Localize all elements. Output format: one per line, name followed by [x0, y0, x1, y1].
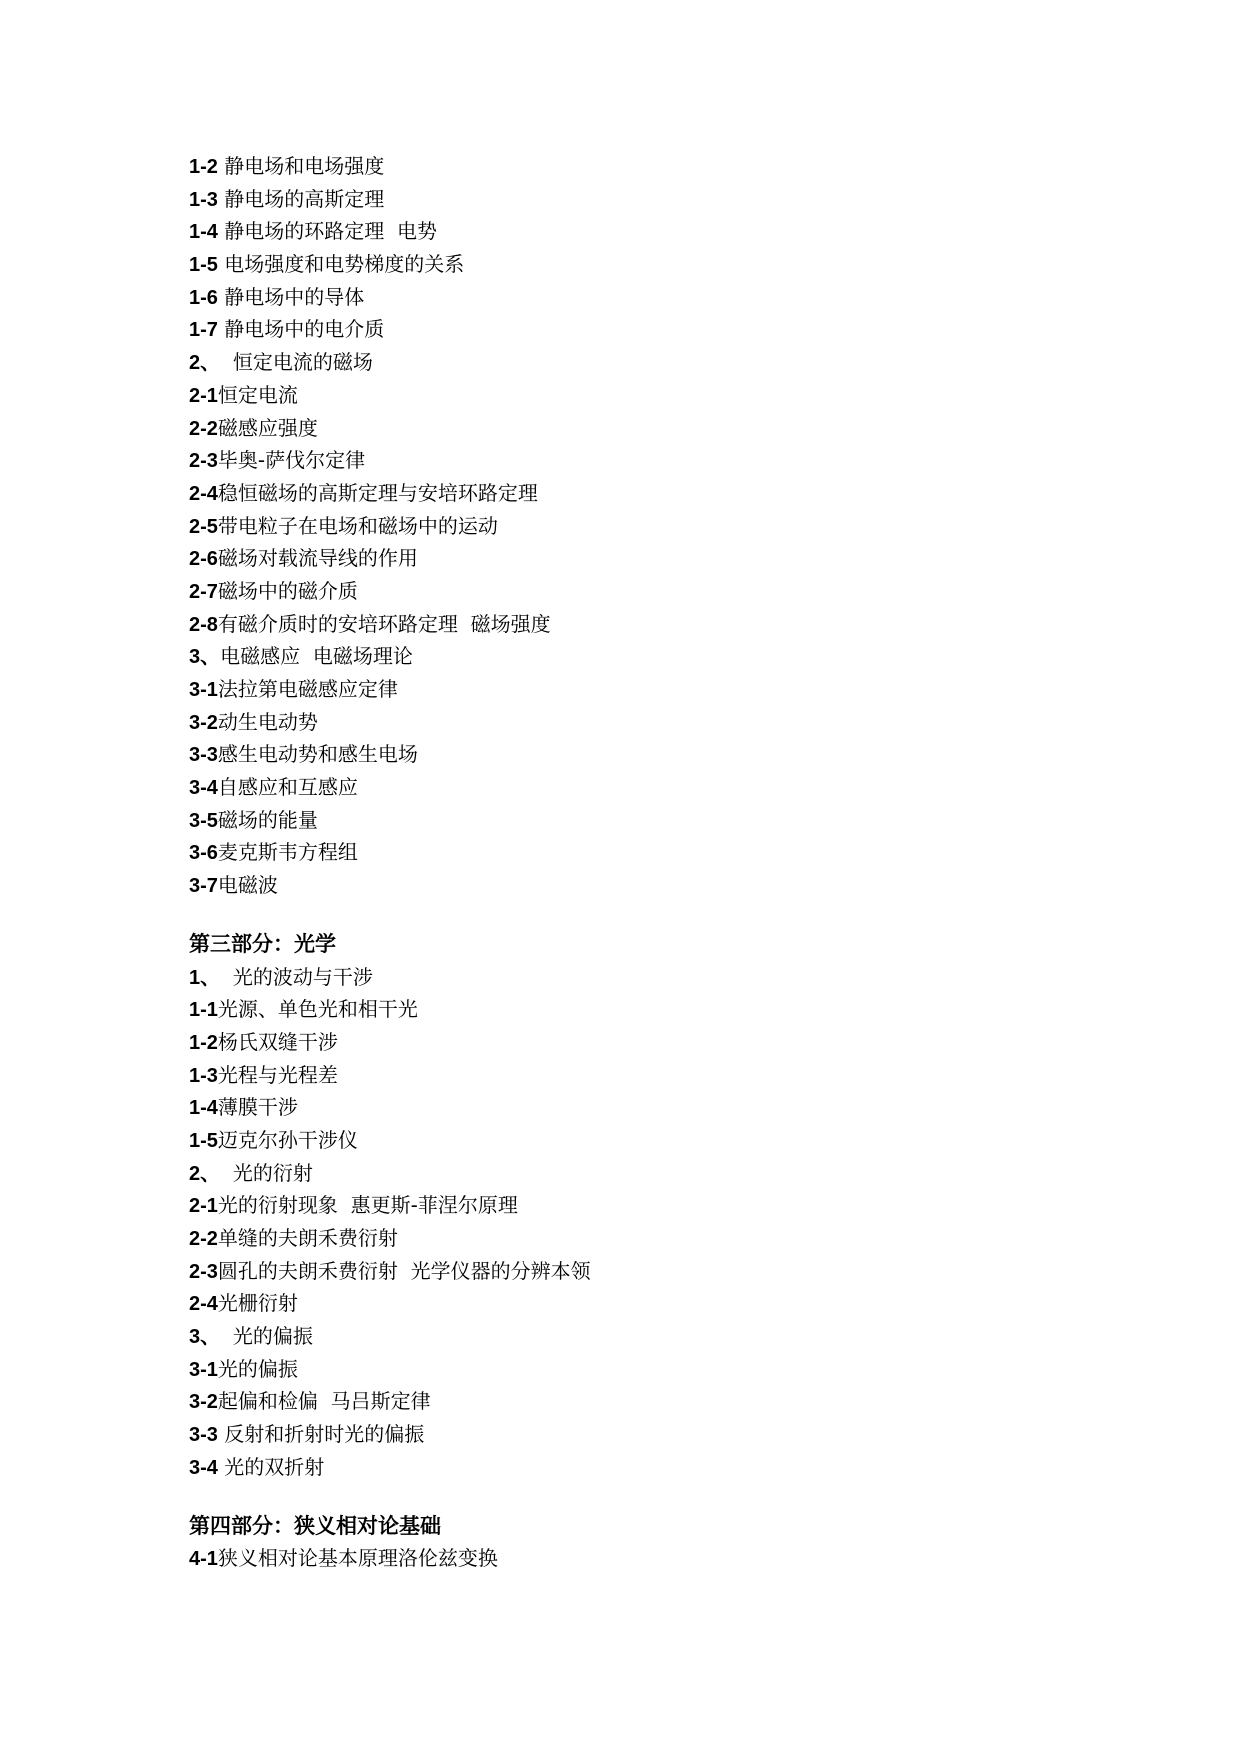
item-number: 2、: [189, 1162, 221, 1185]
item-number: 3-3: [189, 744, 218, 767]
list-item: [189, 1157, 1089, 1190]
item-title: 光的偏振: [217, 1356, 298, 1381]
list-item: [189, 706, 1089, 739]
item-number: 2-5: [189, 515, 218, 538]
item-number: 2-2: [189, 1228, 218, 1250]
item-title: 自感应和互感应: [217, 775, 358, 800]
item-title: 静电场的高斯定理: [217, 186, 385, 211]
list-item: [189, 477, 1089, 510]
item-number: 2-4: [189, 1293, 218, 1316]
item-number: 1-2: [189, 156, 218, 178]
list-item: [189, 738, 1089, 771]
item-number: 1-3: [189, 188, 218, 211]
list-item: [189, 640, 1089, 673]
item-number: 2-2: [189, 417, 218, 440]
item-number: 3-1: [189, 679, 218, 701]
item-number: 1、: [189, 966, 221, 989]
section-heading-optics: 第三部分：光学: [189, 931, 336, 956]
item-title: 恒定电流: [217, 382, 298, 407]
item-number: 2-7: [189, 580, 218, 603]
optics-section: [189, 928, 1089, 1484]
list-item: [189, 869, 1089, 902]
item-title: 薄膜干涉: [217, 1095, 298, 1120]
list-item: [189, 575, 1089, 608]
relativity-section: [189, 1510, 1089, 1575]
list-item: [189, 961, 1089, 994]
item-title: 电场强度和电势梯度的关系: [217, 252, 465, 277]
item-title: 磁感应强度: [217, 415, 318, 440]
item-number: 2、: [189, 352, 221, 375]
list-item: [189, 1385, 1089, 1418]
item-title: 静电场的环路定理 电势: [217, 219, 437, 244]
list-item: [189, 1542, 1089, 1575]
item-number: 2-6: [189, 548, 218, 571]
list-item: [189, 444, 1089, 477]
item-number: 2-4: [189, 482, 218, 505]
item-title: 磁场对载流导线的作用: [217, 546, 418, 571]
item-title: 迈克尔孙干涉仪: [217, 1127, 358, 1152]
electromagnetism-list: [189, 150, 1089, 902]
item-number: 1-5: [189, 254, 218, 277]
item-title: 静电场和电场强度: [217, 154, 385, 178]
item-number: 2-8: [189, 613, 218, 636]
item-number: 1-3: [189, 1064, 218, 1087]
item-title: 光的衍射: [220, 1160, 313, 1185]
list-item: [189, 836, 1089, 869]
list-item: [189, 313, 1089, 346]
list-item: [189, 608, 1089, 641]
item-number: 3-1: [189, 1358, 218, 1381]
item-number: 2-3: [189, 450, 218, 473]
list-item: [189, 804, 1089, 837]
item-title: 带电粒子在电场和磁场中的运动: [217, 513, 498, 538]
list-item: [189, 673, 1089, 706]
item-number: 4-1: [189, 1548, 218, 1571]
item-title: 圆孔的夫朗禾费衍射 光学仪器的分辨本领: [217, 1258, 591, 1283]
item-title: 单缝的夫朗禾费衍射: [217, 1226, 398, 1250]
list-item: [189, 215, 1089, 248]
item-number: 3-4: [189, 777, 218, 800]
item-title: 有磁介质时的安培环路定理 磁场强度: [217, 611, 551, 636]
list-item: [189, 1026, 1089, 1059]
item-title: 法拉第电磁感应定律: [217, 677, 398, 701]
section-heading-relativity: 第四部分：狭义相对论基础: [189, 1513, 441, 1538]
item-number: 2-1: [189, 1195, 218, 1218]
item-title: 动生电动势: [217, 709, 318, 734]
list-item: [189, 281, 1089, 314]
item-title: 电磁波: [217, 873, 278, 898]
item-title: 稳恒磁场的高斯定理与安培环路定理: [217, 480, 538, 505]
item-title: 光的偏振: [220, 1324, 313, 1349]
item-number: 1-7: [189, 319, 218, 342]
item-title: 恒定电流的磁场: [220, 350, 373, 375]
section-gap: [189, 1484, 1089, 1510]
item-number: 1-4: [189, 1097, 218, 1120]
list-item: [189, 346, 1089, 379]
item-number: 2-1: [189, 384, 218, 407]
document-content: [189, 150, 1089, 1575]
item-number: 3-2: [189, 1391, 218, 1414]
item-title: 杨氏双缝干涉: [217, 1029, 338, 1054]
item-title: 狭义相对论基本原理洛伦兹变换: [217, 1546, 498, 1571]
item-title: 光的波动与干涉: [220, 964, 373, 989]
item-title: 光栅衍射: [217, 1291, 298, 1316]
item-title: 磁场的能量: [217, 807, 318, 832]
item-number: 3-4: [189, 1456, 218, 1479]
list-item: [189, 1222, 1089, 1255]
item-title: 静电场中的导体: [217, 284, 365, 309]
list-item: [189, 1451, 1089, 1484]
item-number: 3-3: [189, 1424, 218, 1447]
list-item: [189, 1255, 1089, 1288]
item-title: 起偏和检偏 马吕斯定律: [217, 1389, 431, 1414]
item-title: 电磁感应 电磁场理论: [220, 644, 413, 669]
item-title: 光源、单色光和相干光: [217, 997, 418, 1022]
list-item: [189, 183, 1089, 216]
list-item: [189, 993, 1089, 1026]
list-item: [189, 542, 1089, 575]
item-title: 光程与光程差: [217, 1062, 338, 1087]
item-number: 3-7: [189, 875, 218, 898]
section-gap: [189, 902, 1089, 928]
item-number: 3-6: [189, 842, 218, 865]
item-number: 3-2: [189, 711, 218, 734]
list-item: [189, 1287, 1089, 1320]
item-number: 2-3: [189, 1260, 218, 1283]
list-item: [189, 771, 1089, 804]
list-item: [189, 1418, 1089, 1451]
item-number: 3、: [189, 646, 221, 669]
item-number: 1-4: [189, 221, 218, 244]
list-item: [189, 1353, 1089, 1386]
list-item: [189, 248, 1089, 281]
item-number: 3-5: [189, 809, 218, 832]
item-title: 反射和折射时光的偏振: [217, 1422, 425, 1447]
item-title: 光的双折射: [217, 1454, 325, 1479]
list-item: [189, 1320, 1089, 1353]
item-number: 1-2: [189, 1031, 218, 1054]
list-item: [189, 1059, 1089, 1092]
list-item: [189, 412, 1089, 445]
list-item: [189, 1091, 1089, 1124]
list-item: [189, 150, 1089, 183]
item-number: 3、: [189, 1326, 221, 1349]
item-number: 1-1: [189, 999, 218, 1022]
item-title: 光的衍射现象 惠更斯-菲涅尔原理: [217, 1193, 518, 1218]
list-item: [189, 1124, 1089, 1157]
item-number: 1-5: [189, 1129, 218, 1152]
item-title: 麦克斯韦方程组: [217, 840, 358, 865]
item-title: 毕奥-萨伐尔定律: [217, 448, 366, 473]
item-title: 静电场中的电介质: [217, 317, 385, 342]
item-number: 1-6: [189, 286, 218, 309]
list-item: [189, 1189, 1089, 1222]
item-title: 感生电动势和感生电场: [217, 742, 418, 767]
list-item: [189, 379, 1089, 412]
list-item: [189, 510, 1089, 543]
item-title: 磁场中的磁介质: [217, 578, 358, 603]
